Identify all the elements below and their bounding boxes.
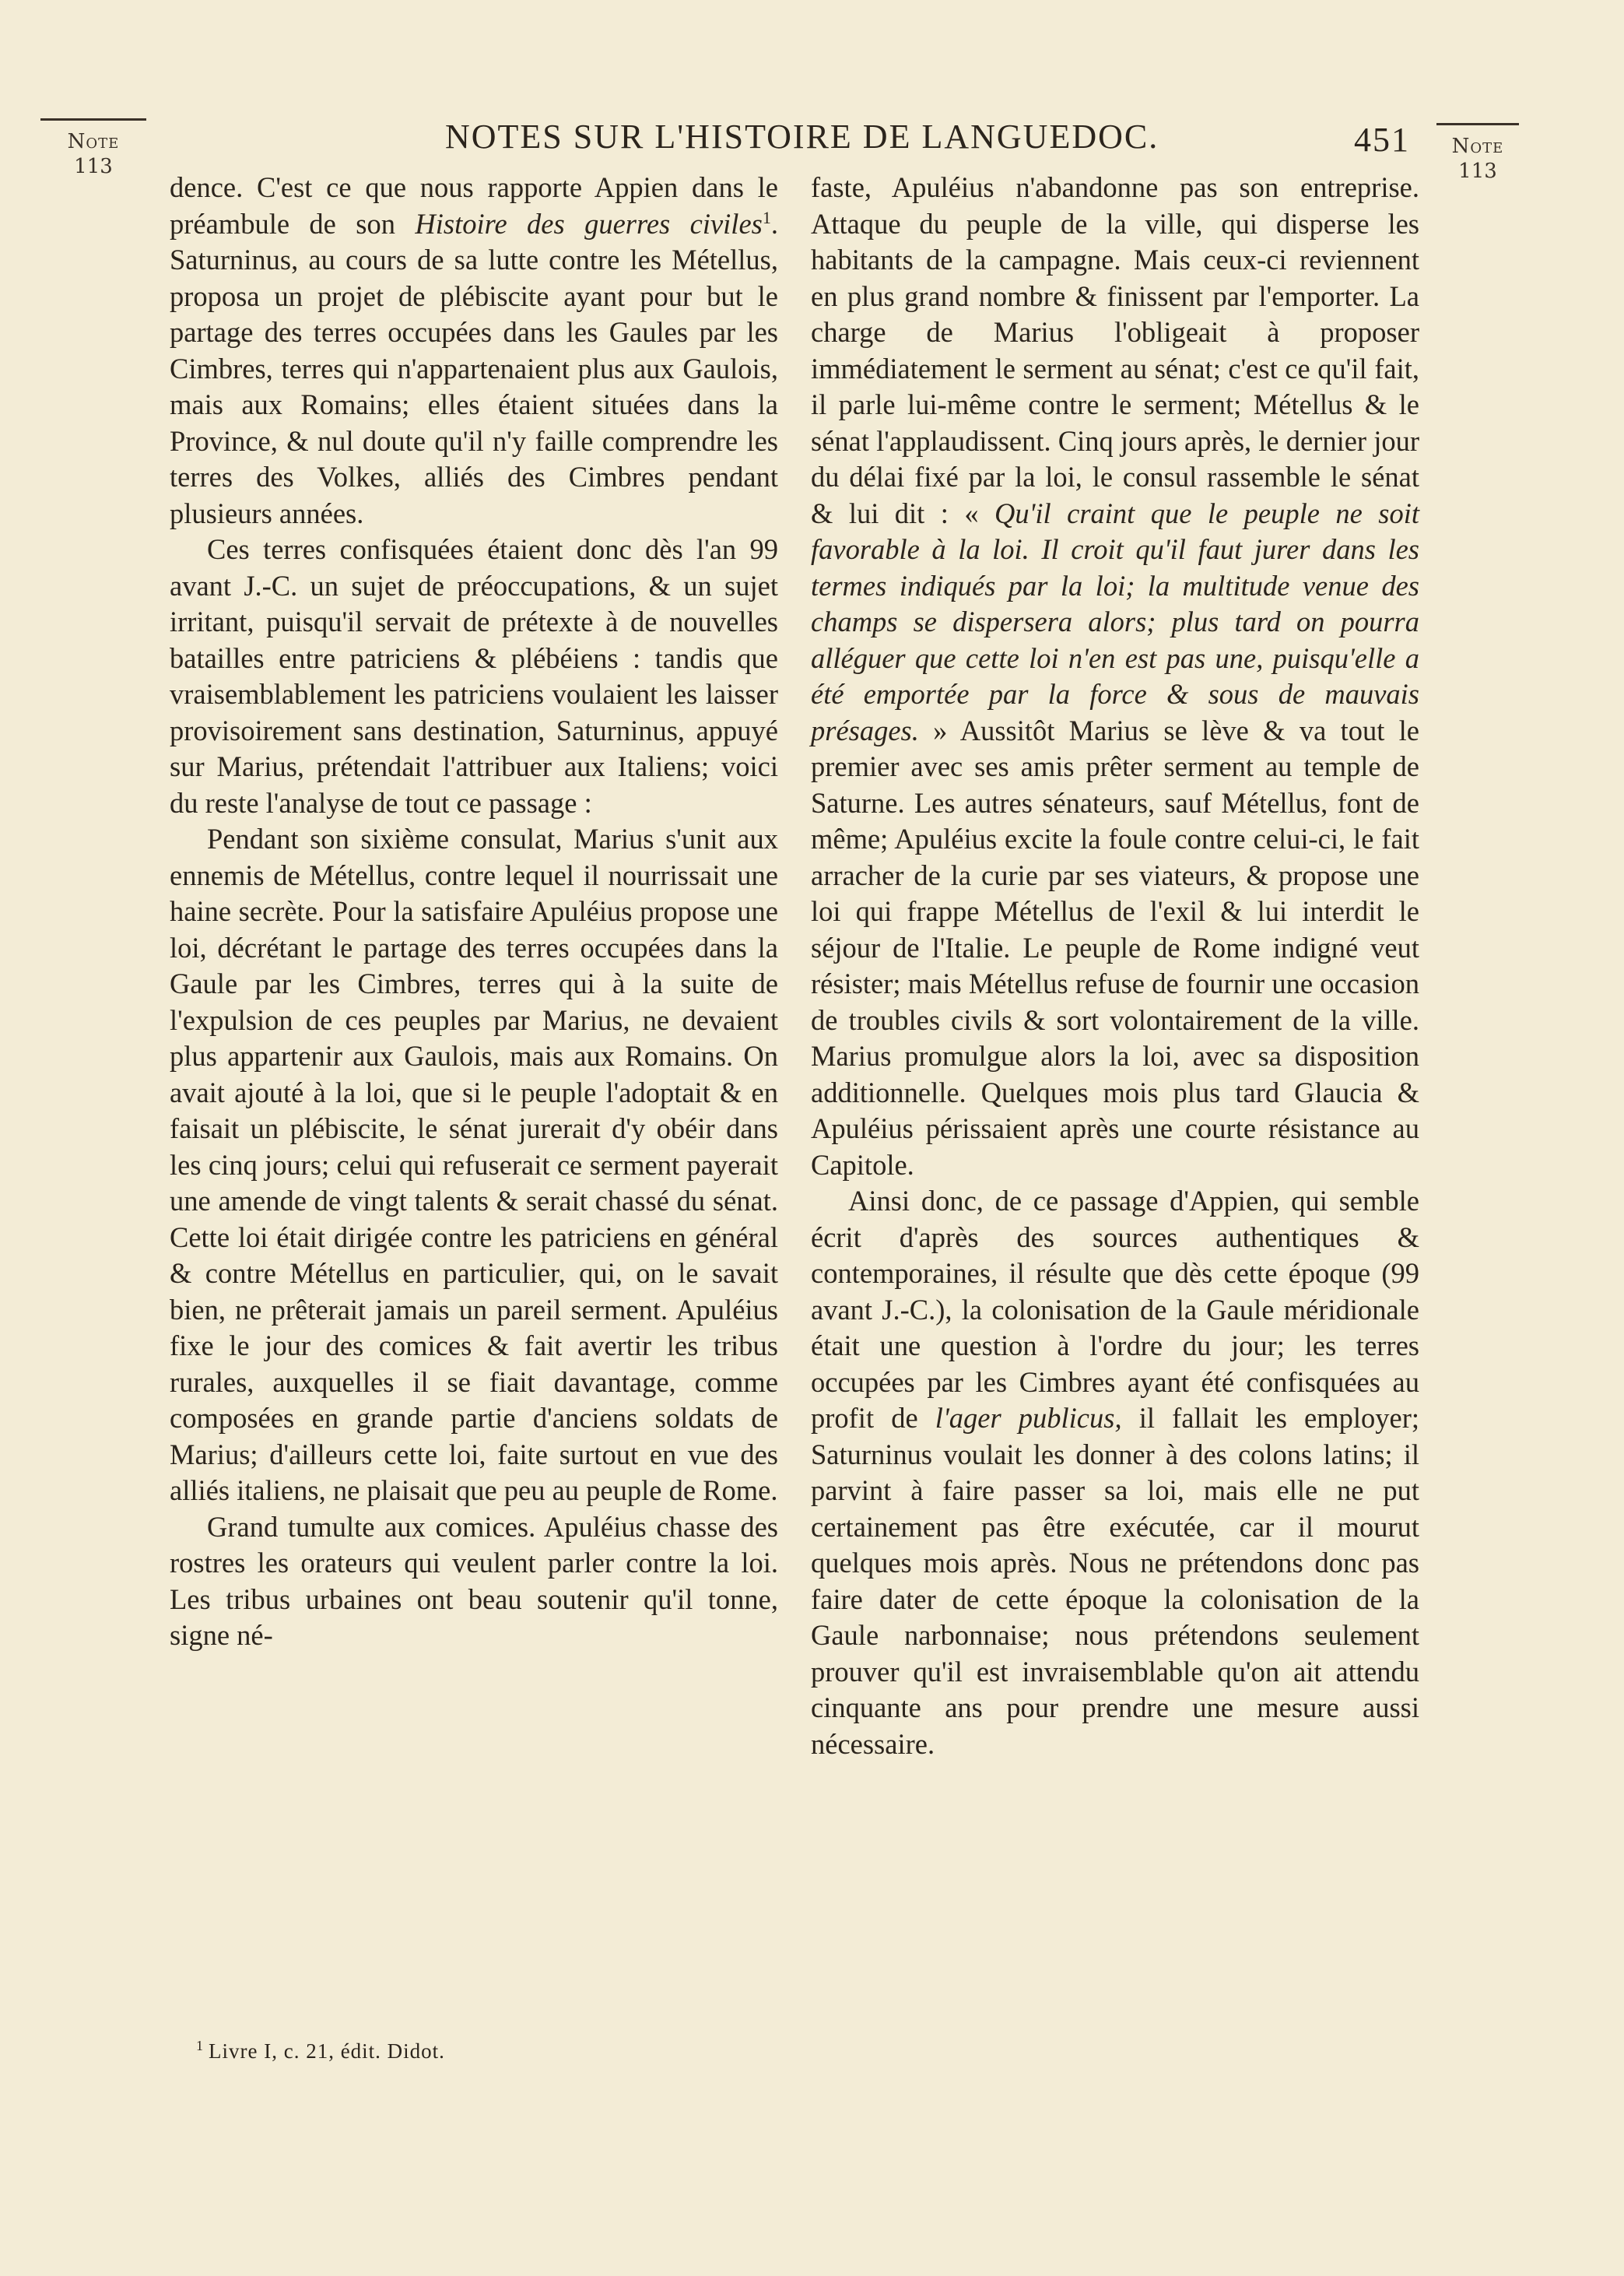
margin-note-left <box>40 118 146 178</box>
latin-term: l'ager publicus, <box>935 1402 1122 1434</box>
book-title: Histoire des guerres civiles <box>415 207 763 240</box>
footnote-reference[interactable]: 1 <box>762 207 771 227</box>
footnote-text: Livre I, c. 21, édit. Didot. <box>209 2039 445 2063</box>
paragraph-text: Ainsi donc, de ce passage d'Appien, qui semble écrit d'après des sources authentiques & contemporaines, il résulte que dès cette époque (99 avant J.-C.), la colonisation de la Gaule méridionale était une question à l'ordre du jour; les terres occupées par les Cimbres ayant été confisquées au profit de <box>811 1185 1419 1434</box>
text-column-left <box>170 170 778 1654</box>
paragraph-text: » Aussitôt Marius se lève & va tout le premier avec ses amis prêter serment au temple de Saturne. Les autres sénateurs, sauf Métellus, font de même; Apuléius excite la foule contre celui-ci, le fait arracher de la curie par ses viateurs, & propose une loi qui frappe Métellus de l'exil & lui interdit le séjour de l'Italie. Le peuple de Rome indigné veut résister; mais Métellus refuse de fournir une occasion de troubles civils & sort volontairement de la ville. Marius promulgue alors la loi, avec sa disposition additionnelle. Quelques mois plus tard Glaucia & Apuléius périssaient après une courte résistance au Capitole. <box>811 714 1419 1181</box>
paragraph: Pendant son sixième consulat, Marius s'unit aux ennemis de Métellus, contre lequel il nourrissait une haine secrète. Pour la satisfaire Apuléius propose une loi, décrétant le partage des terres occupées dans la Gaule par les Cimbres, terres qui à la suite de l'expulsion de ces peuples par Marius, ne devaient plus appartenir aux Gaulois, mais aux Romains. On avait ajouté à la loi, que si le peuple l'adoptait & en faisait un plébiscite, le sénat jurerait d'y obéir dans les cinq jours; celui qui refuserait ce serment payerait une amende de vingt talents & serait chassé du sénat. Cette loi était dirigée contre les patriciens en général & contre Métellus en particulier, qui, on le savait bien, ne prêterait jamais un pareil serment. Apuléius fixe le jour des comices & fait avertir les tribus rurales, auxquelles il se fiait davantage, comme composées en grande partie d'anciens soldats de Marius; d'ailleurs cette loi, faite surtout en vue des alliés italiens, ne plaisait que peu au peuple de Rome. <box>170 823 778 1506</box>
margin-rule-left <box>40 118 146 121</box>
paragraph-text: . Saturninus, au cours de sa lutte contre les Métellus, proposa un projet de plébiscite ayant pour but le partage des terres occupées dans les Gaules par les Cimbres, terres qui n'appartenaient plus aux Gaulois, mais aux Romains; elles étaient situées dans la Province, & nul doute qu'il n'y faille comprendre les terres des Volkes, alliés des Cimbres pendant plusieurs années. <box>170 207 778 529</box>
margin-note-number-left: 113 <box>74 155 113 178</box>
paragraph-text: faste, Apuléius n'abandonne pas son entreprise. Attaque du peuple de la ville, qui disperse les habitants de la campagne. Mais ceux-ci reviennent en plus grand nombre & finissent par l'emporter. La charge de Marius l'obligeait à proposer immédiatement le serment au sénat; c'est ce qu'il fait, il parle lui-même contre le serment; Métellus & le sénat l'applaudissent. Cinq jours après, le dernier jour du délai fixé par la loi, le consul rassemble le sénat & lui dit : « <box>811 171 1420 529</box>
margin-note-number-right: 113 <box>1458 160 1497 183</box>
paragraph: Ces terres confisquées étaient donc dès l'an 99 avant J.-C. un sujet de préoccupations, & un sujet irritant, puisqu'il servait de prétexte à de nouvelles batailles entre patriciens & plébéiens : tandis que vraisemblablement les patriciens voulaient les laisser provisoirement sans destination, Saturninus, appuyé sur Marius, prétendait l'attribuer aux Italiens; voici du reste l'analyse de tout ce passage : <box>170 533 778 819</box>
paragraph <box>811 1183 1419 1762</box>
margin-note-label-right: Note <box>1451 135 1504 158</box>
text-column-right <box>811 170 1419 1762</box>
footnote-mark: 1 <box>196 2038 204 2053</box>
paragraph-text: dence. C'est ce que nous rapporte Appien dans le préambule de son <box>170 171 778 240</box>
footnote <box>196 2038 741 2064</box>
paragraph <box>170 170 778 532</box>
quotation: Qu'il craint que le peuple ne soit favorable à la loi. Il croit qu'il faut jurer dans les termes indiqués par la loi; la multitude venue des champs se dispersera alors; plus tard on pourra alléguer que cette loi n'en est pas une, puisqu'elle a été emportée par la force & sous de mauvais présages. <box>811 497 1419 746</box>
paragraph: Grand tumulte aux comices. Apuléius chasse des rostres les orateurs qui veulent parler contre la loi. Les tribus urbaines ont beau soutenir qu'il tonne, signe né- <box>170 1510 778 1651</box>
margin-note-label-left: Note <box>67 130 120 153</box>
paragraph-text: il fallait les employer; Saturninus voulait les donner à des colons latins; il parvint à faire passer sa loi, mais elle ne put certainement pas être exécutée, car il mourut quelques mois après. Nous ne prétendons donc pas faire dater de cette époque la colonisation de la Gaule narbonnaise; nous prétendons seulement prouver qu'il est invraisemblable qu'on ait attendu cinquante ans pour prendre une mesure aussi nécessaire. <box>811 1402 1420 1760</box>
page-title: NOTES SUR L'HISTOIRE DE LANGUEDOC. <box>445 118 1159 156</box>
paragraph <box>811 170 1419 1183</box>
margin-rule-right <box>1436 123 1519 125</box>
margin-note-right <box>1436 123 1519 183</box>
page-number: 451 <box>1354 121 1410 159</box>
